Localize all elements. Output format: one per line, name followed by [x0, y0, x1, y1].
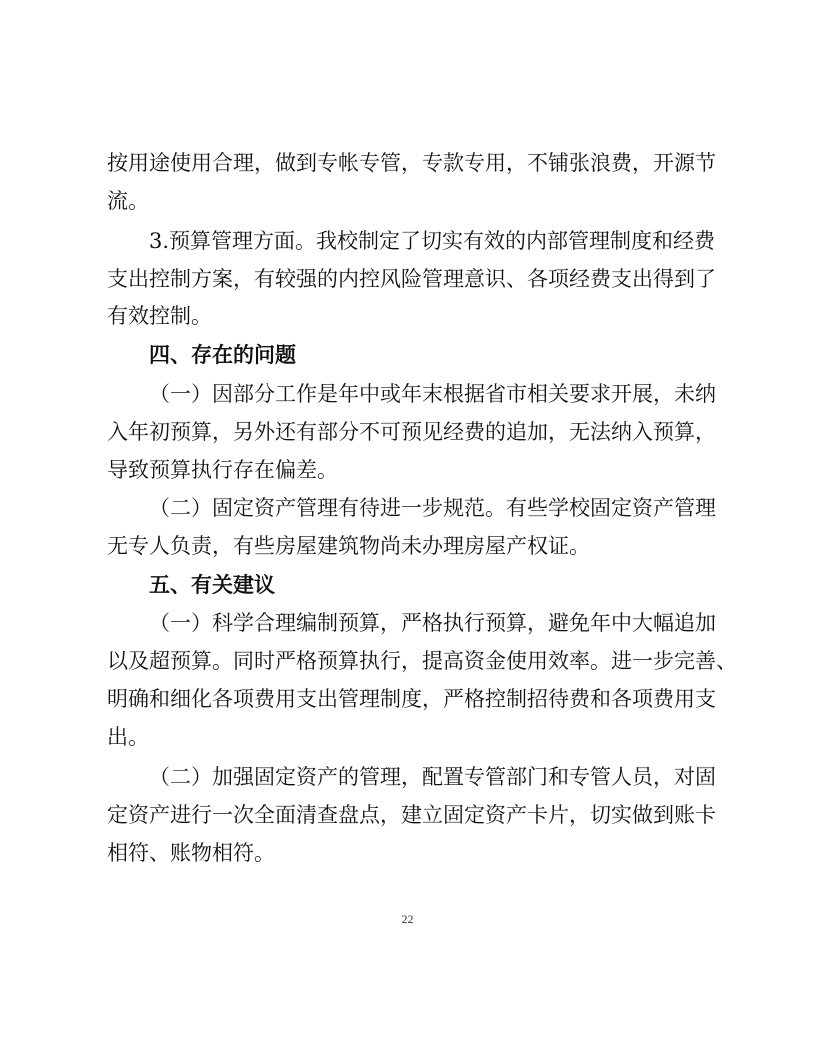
paragraph-line: （一）因部分工作是年中或年末根据省市相关要求开展，未纳 [149, 382, 716, 406]
paragraph-line: 入年初预算，另外还有部分不可预见经费的追加，无法纳入预算， [107, 420, 716, 444]
paragraph-line: 支出控制方案，有较强的内控风险管理意识、各项经费支出得到了 [107, 267, 716, 291]
paragraph-line: 明确和细化各项费用支出管理制度，严格控制招待费和各项费用支 [107, 687, 716, 711]
paragraph-line: 有效控制。 [107, 304, 212, 328]
paragraph-line: 定资产进行一次全面清查盘点，建立固定资产卡片，切实做到账卡 [107, 803, 716, 827]
section-heading: 四、存在的问题 [149, 343, 296, 367]
paragraph-line: （二）加强固定资产的管理，配置专管部门和专管人员，对固 [149, 765, 716, 789]
paragraph-line: 出。 [107, 725, 149, 749]
paragraph-line: 以及超预算。同时严格预算执行，提高资金使用效率。进一步完善、 [107, 649, 737, 673]
paragraph-line: （二）固定资产管理有待进一步规范。有些学校固定资产管理 [149, 496, 716, 520]
paragraph-line: 3.预算管理方面。我校制定了切实有效的内部管理制度和经费 [149, 229, 716, 253]
page-number: 22 [401, 912, 414, 926]
paragraph-line: 按用途使用合理，做到专帐专管，专款专用，不铺张浪费，开源节 [107, 151, 716, 175]
paragraph-line: 导致预算执行存在偏差。 [107, 458, 338, 482]
paragraph-line: 流。 [107, 189, 149, 213]
paragraph-line: （一）科学合理编制预算，严格执行预算，避免年中大幅追加 [149, 611, 716, 635]
paragraph-line: 相符、账物相符。 [107, 841, 275, 865]
section-heading: 五、有关建议 [149, 573, 275, 597]
paragraph-line: 无专人负责，有些房屋建筑物尚未办理房屋产权证。 [107, 534, 590, 558]
